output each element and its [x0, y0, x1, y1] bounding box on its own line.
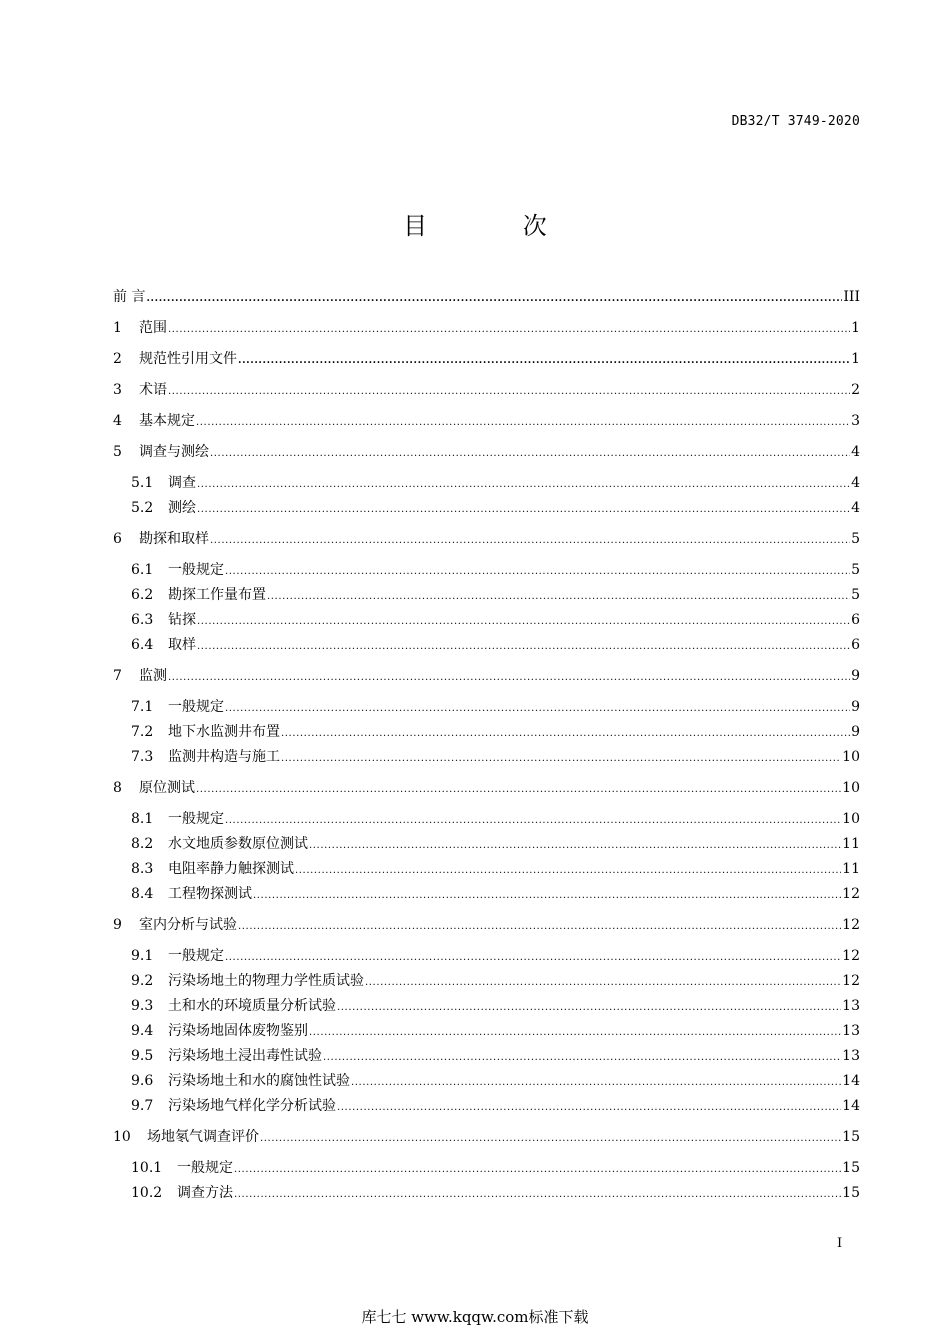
toc-entry-page: 9 [851, 724, 860, 740]
toc-entry-label: 一般规定 [168, 699, 224, 715]
toc-entry[interactable] [113, 380, 860, 400]
toc-dot-leader [323, 1048, 841, 1068]
toc-entry-page: 14 [842, 1098, 860, 1114]
toc-entry-label: 范围 [139, 320, 167, 336]
toc-entry-number: 5.1 [131, 475, 154, 491]
toc-entry[interactable] [131, 971, 860, 991]
toc-entry[interactable] [131, 1071, 860, 1091]
toc-entry-label: 术语 [139, 382, 167, 398]
toc-entry-page: 3 [851, 413, 860, 429]
toc-entry-label: 工程物探测试 [168, 886, 252, 902]
toc-entry-page: 11 [842, 836, 860, 852]
toc-entry-page: 13 [842, 1023, 860, 1039]
toc-entry[interactable] [113, 442, 860, 462]
toc-entry-number: 6.4 [131, 637, 154, 653]
toc-entry-page: 12 [842, 973, 860, 989]
toc-entry[interactable] [113, 287, 860, 307]
toc-entry-number: 6.3 [131, 612, 154, 628]
toc-entry-number: 4 [113, 413, 122, 429]
toc-entry[interactable] [113, 666, 860, 686]
toc-entry-page: 6 [851, 637, 860, 653]
toc-entry-label: 原位测试 [139, 780, 195, 796]
toc-entry[interactable] [131, 1183, 860, 1203]
toc-dot-leader [146, 289, 842, 309]
toc-entry-page: 4 [851, 475, 860, 491]
toc-entry-page: 2 [851, 382, 860, 398]
toc-dot-leader [281, 749, 841, 769]
toc-entry-number: 5 [113, 444, 122, 460]
toc-entry-page: 12 [842, 917, 860, 933]
toc-entry[interactable] [131, 996, 860, 1016]
toc-dot-leader [281, 724, 850, 744]
toc-entry[interactable] [113, 349, 860, 369]
toc-dot-leader [196, 413, 850, 433]
toc-entry-label: 调查方法 [177, 1185, 233, 1201]
toc-entry-label: 取样 [168, 637, 196, 653]
toc-entry[interactable] [131, 1158, 860, 1178]
toc-entry-label: 污染场地土浸出毒性试验 [168, 1048, 322, 1064]
toc-entry-number: 7 [113, 668, 122, 684]
toc-dot-leader [210, 531, 850, 551]
toc-entry-page: 13 [842, 998, 860, 1014]
toc-entry-label: 室内分析与试验 [139, 917, 237, 933]
toc-entry[interactable] [131, 834, 860, 854]
toc-entry-page: 10 [842, 749, 860, 765]
toc-dot-leader [197, 612, 850, 632]
toc-entry-number: 6.2 [131, 587, 154, 603]
toc-entry-label: 监测井构造与施工 [168, 749, 280, 765]
toc-dot-leader [309, 836, 841, 856]
toc-entry-number: 5.2 [131, 500, 154, 516]
toc-entry[interactable] [131, 1021, 860, 1041]
toc-entry-label: 污染场地气样化学分析试验 [168, 1098, 336, 1114]
toc-entry-number: 3 [113, 382, 122, 398]
toc-entry-label: 测绘 [168, 500, 196, 516]
toc-entry-number: 8.3 [131, 861, 154, 877]
toc-entry[interactable] [131, 809, 860, 829]
toc-entry-number: 8.1 [131, 811, 154, 827]
toc-entry-label: 勘探工作量布置 [168, 587, 266, 603]
toc-entry-number: 6 [113, 531, 122, 547]
toc-entry-number: 9.2 [131, 973, 154, 989]
toc-entry-label: 一般规定 [168, 562, 224, 578]
toc-entry-label: 土和水的环境质量分析试验 [168, 998, 336, 1014]
toc-entry-page: 1 [851, 351, 860, 367]
toc-entry[interactable] [131, 473, 860, 493]
toc-entry-page: 11 [842, 861, 860, 877]
toc-entry-number: 9.5 [131, 1048, 154, 1064]
toc-dot-leader [267, 587, 850, 607]
toc-dot-leader [197, 475, 850, 495]
toc-entry[interactable] [113, 915, 860, 935]
toc-dot-leader [168, 320, 850, 340]
toc-dot-leader [168, 668, 850, 688]
toc-entry[interactable] [131, 585, 860, 605]
toc-entry-page: 13 [842, 1048, 860, 1064]
toc-entry-label: 一般规定 [168, 811, 224, 827]
document-code: DB32/T 3749-2020 [731, 114, 860, 129]
toc-entry[interactable] [113, 778, 860, 798]
toc-entry-page: III [843, 289, 860, 305]
footer-watermark: 库七七 www.kqqw.com标准下载 [361, 1308, 589, 1326]
toc-dot-leader [309, 1023, 841, 1043]
toc-entry[interactable] [131, 946, 860, 966]
page-number: I [837, 1236, 843, 1251]
toc-entry-number: 9.4 [131, 1023, 154, 1039]
toc-entry-number: 10 [113, 1129, 131, 1145]
toc-entry-label: 一般规定 [177, 1160, 233, 1176]
toc-entry-page: 10 [842, 811, 860, 827]
toc-entry-label: 前 言 [113, 289, 146, 305]
toc-entry[interactable] [131, 635, 860, 655]
toc-dot-leader [225, 562, 850, 582]
toc-entry[interactable] [113, 411, 860, 431]
toc-dot-leader [196, 780, 841, 800]
toc-entry-number: 1 [113, 320, 122, 336]
toc-entry-page: 1 [851, 320, 860, 336]
toc-entry[interactable] [131, 697, 860, 717]
toc-dot-leader [260, 1129, 841, 1149]
toc-entry-number: 2 [113, 351, 122, 367]
toc-entry-label: 污染场地土和水的腐蚀性试验 [168, 1073, 350, 1089]
toc-entry-number: 9.7 [131, 1098, 154, 1114]
toc-entry-number: 9.3 [131, 998, 154, 1014]
toc-entry-label: 钻探 [168, 612, 196, 628]
toc-entry[interactable] [131, 884, 860, 904]
toc-entry-page: 15 [842, 1129, 860, 1145]
toc-entry[interactable] [113, 318, 860, 338]
toc-dot-leader [234, 1160, 841, 1180]
toc-dot-leader [365, 973, 841, 993]
toc-dot-leader [225, 811, 841, 831]
toc-dot-leader [225, 948, 841, 968]
toc-entry-label: 基本规定 [139, 413, 195, 429]
toc-entry-label: 场地氡气调查评价 [147, 1129, 259, 1145]
toc-entry-number: 8.4 [131, 886, 154, 902]
toc-entry-label: 调查与测绘 [139, 444, 209, 460]
toc-entry-page: 12 [842, 886, 860, 902]
toc-dot-leader [351, 1073, 841, 1093]
toc-dot-leader [238, 351, 850, 371]
toc-entry-label: 地下水监测井布置 [168, 724, 280, 740]
toc-entry[interactable] [131, 722, 860, 742]
toc-entry-page: 4 [851, 500, 860, 516]
toc-entry-number: 10.2 [131, 1185, 163, 1201]
toc-entry[interactable] [131, 1046, 860, 1066]
toc-entry[interactable] [113, 529, 860, 549]
toc-entry[interactable] [131, 1096, 860, 1116]
toc-dot-leader [337, 1098, 841, 1118]
toc-entry-label: 污染场地固体废物鉴别 [168, 1023, 308, 1039]
toc-dot-leader [210, 444, 850, 464]
toc-dot-leader [253, 886, 841, 906]
toc-entry-page: 5 [851, 531, 860, 547]
toc-dot-leader [295, 861, 841, 881]
toc-entry-label: 调查 [168, 475, 196, 491]
toc-entry-number: 9.1 [131, 948, 154, 964]
toc-dot-leader [337, 998, 841, 1018]
toc-dot-leader [197, 637, 850, 657]
toc-entry-page: 12 [842, 948, 860, 964]
toc-entry-page: 9 [851, 699, 860, 715]
toc-entry-label: 监测 [139, 668, 167, 684]
toc-entry-page: 14 [842, 1073, 860, 1089]
toc-entry-number: 8 [113, 780, 122, 796]
toc-dot-leader [238, 917, 841, 937]
toc-entry[interactable] [131, 498, 860, 518]
page-title: 目 次 [403, 212, 591, 240]
toc-entry-number: 10.1 [131, 1160, 163, 1176]
toc-entry-page: 5 [851, 562, 860, 578]
toc-entry-number: 7.2 [131, 724, 154, 740]
toc-entry-page: 5 [851, 587, 860, 603]
toc-entry-number: 8.2 [131, 836, 154, 852]
toc-entry-number: 9 [113, 917, 122, 933]
toc-dot-leader [168, 382, 850, 402]
toc-entry-page: 4 [851, 444, 860, 460]
toc-entry-page: 6 [851, 612, 860, 628]
toc-entry[interactable] [131, 610, 860, 630]
toc-entry-number: 7.3 [131, 749, 154, 765]
toc-dot-leader [197, 500, 850, 520]
toc-entry-page: 15 [842, 1160, 860, 1176]
toc-entry-label: 污染场地土的物理力学性质试验 [168, 973, 364, 989]
toc-entry[interactable] [131, 747, 860, 767]
toc-dot-leader [225, 699, 850, 719]
toc-entry[interactable] [131, 560, 860, 580]
toc-entry-label: 水文地质参数原位测试 [168, 836, 308, 852]
toc-entry[interactable] [113, 1127, 860, 1147]
toc-entry-label: 一般规定 [168, 948, 224, 964]
toc-entry-number: 9.6 [131, 1073, 154, 1089]
toc-entry-label: 电阻率静力触探测试 [168, 861, 294, 877]
toc-dot-leader [234, 1185, 841, 1205]
toc-entry-number: 7.1 [131, 699, 154, 715]
toc-entry-page: 10 [842, 780, 860, 796]
toc-entry[interactable] [131, 859, 860, 879]
toc-entry-number: 6.1 [131, 562, 154, 578]
toc-entry-label: 勘探和取样 [139, 531, 209, 547]
toc-entry-page: 15 [842, 1185, 860, 1201]
toc-entry-page: 9 [851, 668, 860, 684]
toc-entry-label: 规范性引用文件 [139, 351, 237, 367]
